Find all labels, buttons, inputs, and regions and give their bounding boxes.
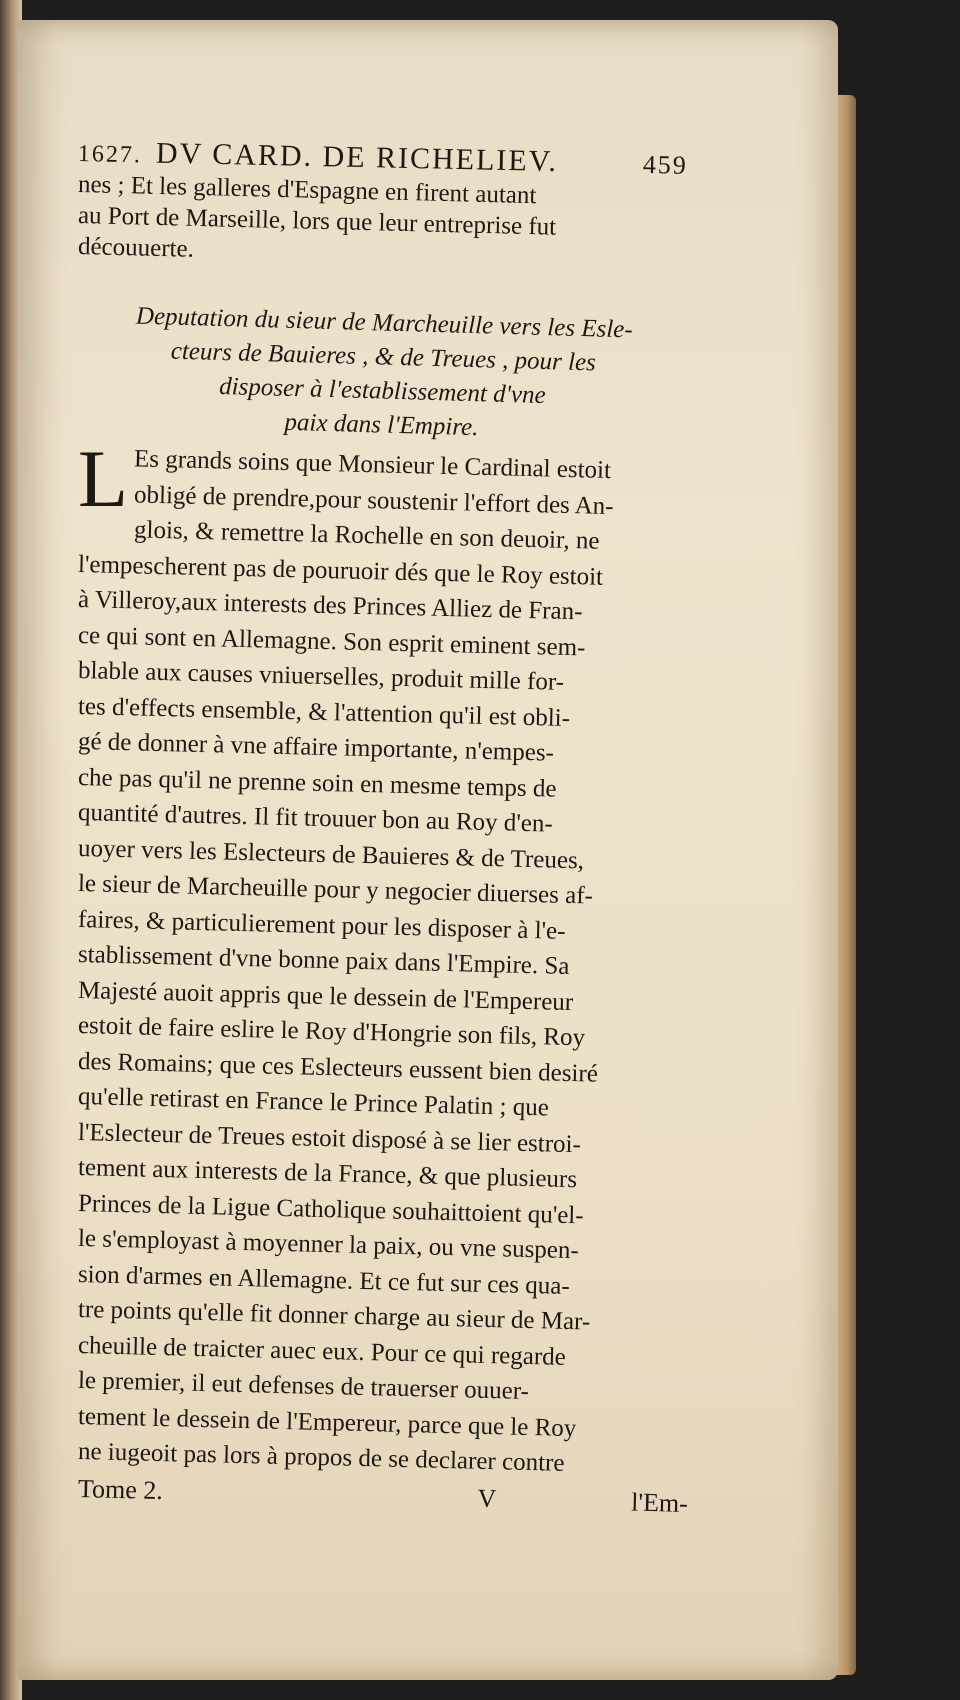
text-line: uoyer vers les Eslecteurs de Bauieres & de Treues, xyxy=(77,834,585,874)
text-line: à Villeroy,aux interests des Princes Alliez de Fran- xyxy=(77,586,583,626)
section-heading xyxy=(76,298,690,451)
text-line: tement le dessein de l'Empereur, parce que le Roy xyxy=(77,1402,577,1442)
heading-line: paix dans l'Empire. xyxy=(284,408,479,442)
text-line: stablissement d'vne bonne paix dans l'Empire. Sa xyxy=(77,941,570,981)
header-title: DV CARD. DE RICHELIEV. xyxy=(155,136,559,179)
intro-paragraph xyxy=(78,169,688,262)
text-line: estoit de faire eslire le Roy d'Hongrie son fils, Roy xyxy=(77,1012,586,1052)
text-line: Es grands soins que Monsieur le Cardinal estoit xyxy=(133,445,612,485)
header-year: 1627. xyxy=(77,141,143,169)
text-line: des Romains; que ces Eslecteurs eussent bien desiré xyxy=(77,1047,599,1088)
text-line: tement aux interests de la France, & que plusieurs xyxy=(77,1154,578,1194)
catchword: l'Em- xyxy=(630,1487,689,1518)
text-line: obligé de prendre,pour soustenir l'effort des An- xyxy=(133,480,614,520)
heading-line: Deputation du sieur de Marcheuille vers les Esle- xyxy=(135,302,634,344)
text-line: sion d'armes en Allemagne. Et ce fut sur ces qua- xyxy=(77,1260,571,1300)
text-line: tre points qu'elle fit donner charge au sieur de Mar- xyxy=(77,1296,591,1336)
text-line: ne iugeoit pas lors à propos de se declarer contre xyxy=(77,1438,565,1477)
text-line: nes ; Et les galleres d'Espagne en firent autant xyxy=(77,171,537,210)
text-line: le s'employast à moyenner la paix, ou vne suspen- xyxy=(77,1225,580,1265)
text-line: tes d'effects ensemble, & l'attention qu'il est obli- xyxy=(77,692,571,732)
text-line: cheuille de traicter auec eux. Pour ce qui regarde xyxy=(77,1331,567,1371)
volume-label: Tome 2. xyxy=(77,1473,164,1505)
text-line: l'Eslecteur de Treues estoit disposé à se lier estroi- xyxy=(77,1118,582,1158)
book-page xyxy=(18,20,838,1680)
drop-cap: L xyxy=(78,433,129,524)
text-line: le sieur de Marcheuille pour y negocier diuerses af- xyxy=(77,870,594,910)
text-line: che pas qu'il ne prenne soin en mesme temps de xyxy=(77,763,557,803)
text-line: blable aux causes vniuerselles, produit mille for- xyxy=(77,657,565,696)
text-line: l'empescherent pas de pouruoir dés que le Roy estoit xyxy=(77,550,604,591)
text-line: gé de donner à vne affaire importante, n'empes- xyxy=(77,728,555,767)
text-line: faires, & particulierement pour les disposer à l'e- xyxy=(77,905,566,945)
text-line: qu'elle retirast en France le Prince Palatin ; que xyxy=(77,1083,550,1122)
signature-mark: V xyxy=(477,1483,497,1513)
text-line: quantité d'autres. Il fit trouuer bon au Roy d'en- xyxy=(77,799,554,838)
text-line: ce qui sont en Allemagne. Son esprit eminent sem- xyxy=(77,621,586,661)
text-line: glois, & remettre la Rochelle en son deuoir, ne xyxy=(133,516,600,555)
body-paragraph xyxy=(77,433,688,1477)
heading-line: disposer à l'establissement d'vne xyxy=(218,372,547,410)
text-line: découuerte. xyxy=(77,233,195,263)
text-line: Princes de la Ligue Catholique souhaittoient qu'el- xyxy=(77,1189,584,1229)
page-content xyxy=(77,135,689,1518)
text-line: Majesté auoit appris que le dessein de l'Empereur xyxy=(77,976,574,1016)
heading-line: cteurs de Bauieres , & de Treues , pour les xyxy=(170,337,597,377)
text-line: le premier, il eut defenses de trauerser ouuer- xyxy=(77,1367,530,1406)
text-line: au Port de Marseille, lors que leur entreprise fut xyxy=(77,202,557,241)
page-number: 459 xyxy=(642,149,689,180)
